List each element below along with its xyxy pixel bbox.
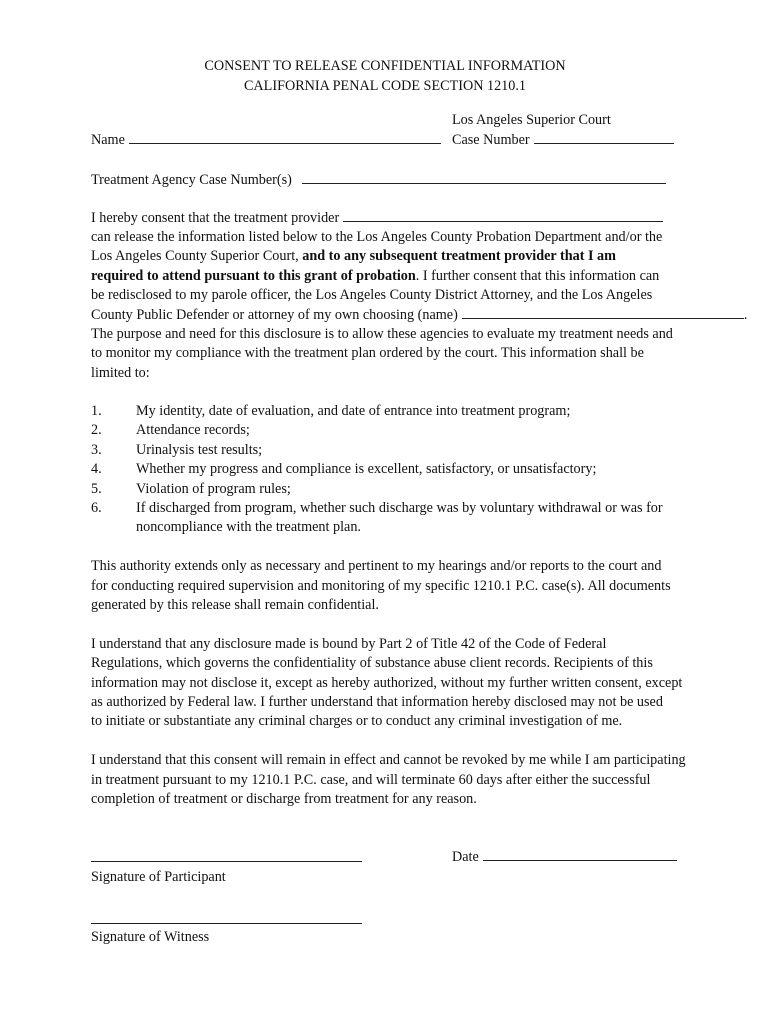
attorney-label: County Public Defender or attorney of my own choosing (name)	[91, 307, 458, 323]
provider-lead-text: I hereby consent that the treatment provider	[91, 210, 340, 226]
list-item-number: 6.	[91, 500, 102, 516]
date-label: Date	[452, 849, 479, 865]
date-row	[452, 848, 677, 868]
list-item-continued: noncompliance with the treatment plan.	[136, 519, 361, 535]
consent-line-4-bold: required to attend pursuant to this grant of probation	[91, 268, 416, 284]
list-item: Urinalysis test results;	[136, 442, 263, 458]
court-name: Los Angeles Superior Court	[452, 112, 611, 128]
name-row	[91, 131, 441, 151]
name-label: Name	[91, 132, 125, 148]
attorney-row	[91, 306, 747, 326]
effect-line-2: in treatment pursuant to my 1210.1 P.C. case, and will terminate 60 days after either the successful	[91, 772, 651, 788]
agency-case-number-field[interactable]	[302, 183, 666, 184]
list-item-number: 1.	[91, 403, 102, 419]
form-title-line-2: CALIFORNIA PENAL CODE SECTION 1210.1	[243, 78, 527, 94]
name-field[interactable]	[129, 143, 441, 144]
list-item-number: 3.	[91, 442, 102, 458]
consent-line-3	[91, 247, 616, 267]
consent-line-4	[91, 267, 659, 287]
list-item: Violation of program rules;	[136, 481, 291, 497]
consent-line-2: can release the information listed below to the Los Angeles County Probation Department and/or the	[91, 229, 663, 245]
authority-line-2: for conducting required supervision and monitoring of my specific 1210.1 P.C. case(s). All documents	[91, 578, 671, 594]
list-item: Whether my progress and compliance is excellent, satisfactory, or unsatisfactory;	[136, 461, 597, 477]
attorney-line-end: .	[743, 307, 748, 323]
federal-line-4: as authorized by Federal law. I further understand that information hereby disclosed may not be used	[91, 694, 663, 710]
treatment-provider-field[interactable]	[343, 221, 663, 222]
witness-signature-field[interactable]	[91, 923, 362, 924]
consent-line-3-bold: and to any subsequent treatment provider that I am	[302, 248, 616, 264]
list-item-number: 5.	[91, 481, 102, 497]
case-number-field[interactable]	[534, 143, 674, 144]
list-item-number: 4.	[91, 461, 102, 477]
authority-line-3: generated by this release shall remain confidential.	[91, 597, 379, 613]
consent-line-9: limited to:	[91, 365, 150, 381]
consent-line-4-plain: . I further consent that this information can	[415, 268, 660, 284]
attorney-name-field[interactable]	[462, 318, 744, 319]
federal-line-5: to initiate or substantiate any criminal charges or to conduct any criminal investigation of me.	[91, 713, 623, 729]
effect-line-1: I understand that this consent will remain in effect and cannot be revoked by me while I am participating	[91, 752, 686, 768]
authority-line-1: This authority extends only as necessary and pertinent to my hearings and/or reports to the court and	[91, 558, 662, 574]
effect-line-3: completion of treatment or discharge from treatment for any reason.	[91, 791, 477, 807]
federal-line-3: information may not disclose it, except as hereby authorized, without my further written consent, except	[91, 675, 683, 691]
agency-case-row	[91, 171, 666, 191]
list-item: My identity, date of evaluation, and date of entrance into treatment program;	[136, 403, 571, 419]
form-title-line-1: CONSENT TO RELEASE CONFIDENTIAL INFORMATION	[204, 58, 566, 74]
participant-signature-label: Signature of Participant	[91, 869, 226, 885]
list-item: If discharged from program, whether such discharge was by voluntary withdrawal or was for	[136, 500, 663, 516]
list-item-number: 2.	[91, 422, 102, 438]
date-field[interactable]	[483, 860, 677, 861]
consent-line-3-plain: Los Angeles County Superior Court,	[91, 248, 299, 264]
consent-line-7: The purpose and need for this disclosure is to allow these agencies to evaluate my treatment needs and	[91, 326, 673, 342]
provider-row	[91, 209, 663, 229]
consent-line-8: to monitor my compliance with the treatment plan ordered by the court. This information shall be	[91, 345, 644, 361]
consent-line-5: be redisclosed to my parole officer, the Los Angeles County District Attorney, and the Los Angeles	[91, 287, 653, 303]
agency-case-label: Treatment Agency Case Number(s)	[91, 172, 292, 188]
participant-signature-field[interactable]	[91, 861, 362, 862]
federal-line-1: I understand that any disclosure made is bound by Part 2 of Title 42 of the Code of Federal	[91, 636, 607, 652]
list-item: Attendance records;	[136, 422, 250, 438]
federal-line-2: Regulations, which governs the confidentiality of substance abuse client records. Recipients of this	[91, 655, 653, 671]
case-number-row	[452, 131, 674, 151]
witness-signature-label: Signature of Witness	[91, 929, 210, 945]
case-number-label: Case Number	[452, 132, 530, 148]
